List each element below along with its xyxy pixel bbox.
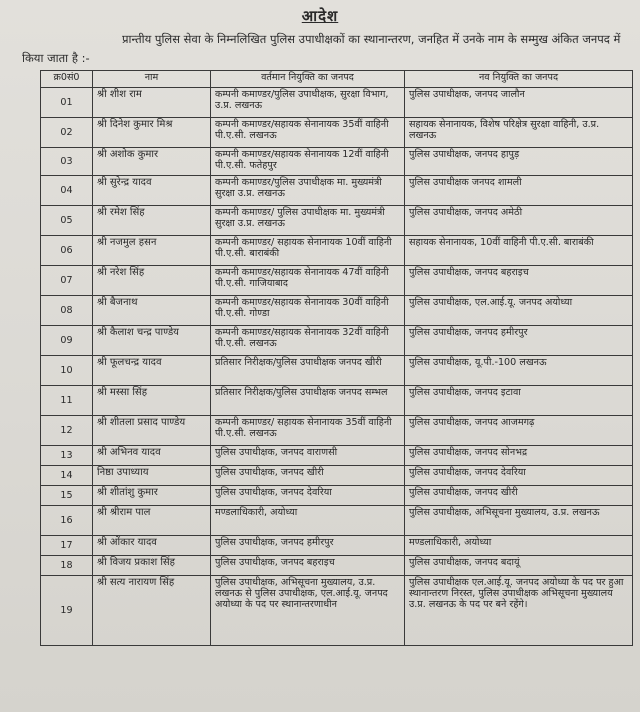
serial-cell: 07 — [41, 266, 93, 296]
name-cell: श्री सत्य नारायण सिंह — [93, 576, 211, 646]
new-posting-cell: पुलिस उपाधीक्षक, जनपद जालौन — [405, 88, 633, 118]
serial-cell: 09 — [41, 326, 93, 356]
serial-cell: 03 — [41, 148, 93, 176]
name-cell: श्री विजय प्रकाश सिंह — [93, 556, 211, 576]
table-row — [41, 486, 633, 506]
serial-cell: 18 — [41, 556, 93, 576]
table-row — [41, 416, 633, 446]
current-posting-cell: कम्पनी कमाण्डर/सहायक सेनानायक 12वीं वाहिनी पी.ए.सी. फतेहपुर — [211, 148, 405, 176]
table-row — [41, 466, 633, 486]
name-cell: श्री कैलाश चन्द्र पाण्डेय — [93, 326, 211, 356]
table-row — [41, 576, 633, 646]
table-row — [41, 506, 633, 536]
current-posting-cell: मण्डलाधिकारी, अयोध्या — [211, 506, 405, 536]
new-posting-cell: पुलिस उपाधीक्षक, यू.पी.-100 लखनऊ — [405, 356, 633, 386]
new-posting-cell: पुलिस उपाधीक्षक, जनपद बहराइच — [405, 266, 633, 296]
new-posting-cell: पुलिस उपाधीक्षक, जनपद हापुड़ — [405, 148, 633, 176]
name-cell: श्री शीश राम — [93, 88, 211, 118]
order-title: आदेश — [301, 7, 339, 25]
current-posting-cell: कम्पनी कमाण्डर/पुलिस उपाधीक्षक, सुरक्षा विभाग, उ.प्र. लखनऊ — [211, 88, 405, 118]
header-name: नाम — [93, 71, 211, 88]
new-posting-cell: पुलिस उपाधीक्षक, जनपद अमेठी — [405, 206, 633, 236]
current-posting-cell: पुलिस उपाधीक्षक, जनपद देवरिया — [211, 486, 405, 506]
serial-cell: 15 — [41, 486, 93, 506]
name-cell: श्री सुरेन्द्र यादव — [93, 176, 211, 206]
table-row — [41, 88, 633, 118]
serial-cell: 11 — [41, 386, 93, 416]
name-cell: श्री मस्सा सिंह — [93, 386, 211, 416]
serial-cell: 14 — [41, 466, 93, 486]
table-row — [41, 176, 633, 206]
new-posting-cell: पुलिस उपाधीक्षक, जनपद हमीरपुर — [405, 326, 633, 356]
name-cell: श्री शीतला प्रसाद पाण्डेय — [93, 416, 211, 446]
name-cell: श्री अभिनव यादव — [93, 446, 211, 466]
serial-cell: 12 — [41, 416, 93, 446]
table-row — [41, 386, 633, 416]
name-cell: श्री रमेश सिंह — [93, 206, 211, 236]
serial-cell: 08 — [41, 296, 93, 326]
serial-cell: 17 — [41, 536, 93, 556]
current-posting-cell: कम्पनी कमाण्डर/पुलिस उपाधीक्षक मा. मुख्यमंत्री सुरक्षा उ.प्र. लखनऊ — [211, 176, 405, 206]
table-row — [41, 118, 633, 148]
current-posting-cell: कम्पनी कमाण्डर/ पुलिस उपाधीक्षक मा. मुख्यमंत्री सुरक्षा उ.प्र. लखनऊ — [211, 206, 405, 236]
header-serial: क्र0सं0 — [41, 71, 93, 88]
current-posting-cell: पुलिस उपाधीक्षक, जनपद वाराणसी — [211, 446, 405, 466]
name-cell: श्री नरेश सिंह — [93, 266, 211, 296]
name-cell: निष्ठा उपाध्याय — [93, 466, 211, 486]
name-cell: श्री दिनेश कुमार मिश्र — [93, 118, 211, 148]
serial-cell: 10 — [41, 356, 93, 386]
current-posting-cell: कम्पनी कमाण्डर/सहायक सेनानायक 47वीं वाहिनी पी.ए.सी. गाजियाबाद — [211, 266, 405, 296]
new-posting-cell: पुलिस उपाधीक्षक, अभिसूचना मुख्यालय, उ.प्र. लखनऊ — [405, 506, 633, 536]
table-row — [41, 148, 633, 176]
serial-cell: 05 — [41, 206, 93, 236]
table-row — [41, 236, 633, 266]
serial-cell: 16 — [41, 506, 93, 536]
current-posting-cell: कम्पनी कमाण्डर/सहायक सेनानायक 30वीं वाहिनी पी.ए.सी. गोण्डा — [211, 296, 405, 326]
current-posting-cell: पुलिस उपाधीक्षक, जनपद खीरी — [211, 466, 405, 486]
serial-cell: 04 — [41, 176, 93, 206]
serial-cell: 13 — [41, 446, 93, 466]
transfer-table — [40, 70, 633, 646]
current-posting-cell: कम्पनी कमाण्डर/सहायक सेनानायक 35वीं वाहिनी पी.ए.सी. लखनऊ — [211, 118, 405, 148]
current-posting-cell: कम्पनी कमाण्डर/ सहायक सेनानायक 10वीं वाहिनी पी.ए.सी. बाराबंकी — [211, 236, 405, 266]
serial-cell: 01 — [41, 88, 93, 118]
table-row — [41, 536, 633, 556]
name-cell: श्री बैजनाथ — [93, 296, 211, 326]
name-cell: श्री फूलचन्द्र यादव — [93, 356, 211, 386]
new-posting-cell: पुलिस उपाधीक्षक, जनपद सोनभद्र — [405, 446, 633, 466]
name-cell: श्री ओंकार यादव — [93, 536, 211, 556]
header-current-posting: वर्तमान नियुक्ति का जनपद — [211, 71, 405, 88]
new-posting-cell: पुलिस उपाधीक्षक, जनपद खीरी — [405, 486, 633, 506]
new-posting-cell: सहायक सेनानायक, विशेष परिक्षेत्र सुरक्षा वाहिनी, उ.प्र. लखनऊ — [405, 118, 633, 148]
current-posting-cell: प्रतिसार निरीक्षक/पुलिस उपाधीक्षक जनपद खीरी — [211, 356, 405, 386]
table-row — [41, 296, 633, 326]
new-posting-cell: पुलिस उपाधीक्षक, जनपद आजमगढ़ — [405, 416, 633, 446]
table-row — [41, 266, 633, 296]
current-posting-cell: पुलिस उपाधीक्षक, जनपद बहराइच — [211, 556, 405, 576]
current-posting-cell: प्रतिसार निरीक्षक/पुलिस उपाधीक्षक जनपद सम्भल — [211, 386, 405, 416]
current-posting-cell: कम्पनी कमाण्डर/सहायक सेनानायक 32वीं वाहिनी पी.ए.सी. लखनऊ — [211, 326, 405, 356]
new-posting-cell: पुलिस उपाधीक्षक, जनपद बदायूं — [405, 556, 633, 576]
table-row — [41, 206, 633, 236]
serial-cell: 02 — [41, 118, 93, 148]
new-posting-cell: पुलिस उपाधीक्षक, जनपद इटावा — [405, 386, 633, 416]
name-cell: श्री अशोक कुमार — [93, 148, 211, 176]
new-posting-cell: पुलिस उपाधीक्षक एल.आई.यू. जनपद अयोध्या के पद पर हुआ स्थानान्तरण निरस्त, पुलिस उपाधीक्षक अभिसूचना मुख्यालय उ.प्र. लखनऊ के पद पर बने रहेंगे। — [405, 576, 633, 646]
intro-paragraph: प्रान्तीय पुलिस सेवा के निम्नलिखित पुलिस उपाधीक्षकों का स्थानान्तरण, जनहित में उनके नाम के सम्मुख अंकित जनपद में किया जाता है :- — [22, 32, 621, 65]
table-header-row — [41, 71, 633, 88]
current-posting-cell: पुलिस उपाधीक्षक, जनपद हमीरपुर — [211, 536, 405, 556]
table-row — [41, 556, 633, 576]
table-row — [41, 326, 633, 356]
serial-cell: 19 — [41, 576, 93, 646]
new-posting-cell: मण्डलाधिकारी, अयोध्या — [405, 536, 633, 556]
new-posting-cell: सहायक सेनानायक, 10वीं वाहिनी पी.ए.सी. बाराबंकी — [405, 236, 633, 266]
new-posting-cell: पुलिस उपाधीक्षक, जनपद देवरिया — [405, 466, 633, 486]
header-new-posting: नव नियुक्ति का जनपद — [405, 71, 633, 88]
current-posting-cell: कम्पनी कमाण्डर/ सहायक सेनानायक 35वीं वाहिनी पी.ए.सी. लखनऊ — [211, 416, 405, 446]
serial-cell: 06 — [41, 236, 93, 266]
table-row — [41, 356, 633, 386]
name-cell: श्री श्रीराम पाल — [93, 506, 211, 536]
name-cell: श्री नजमुल हसन — [93, 236, 211, 266]
table-row — [41, 446, 633, 466]
new-posting-cell: पुलिस उपाधीक्षक, एल.आई.यू. जनपद अयोध्या — [405, 296, 633, 326]
current-posting-cell: पुलिस उपाधीक्षक, अभिसूचना मुख्यालय, उ.प्र. लखनऊ से पुलिस उपाधीक्षक, एल.आई.यू. जनपद अयोध्या के पद पर स्थानान्तरणाधीन — [211, 576, 405, 646]
name-cell: श्री शीतांशु कुमार — [93, 486, 211, 506]
new-posting-cell: पुलिस उपाधीक्षक जनपद शामली — [405, 176, 633, 206]
